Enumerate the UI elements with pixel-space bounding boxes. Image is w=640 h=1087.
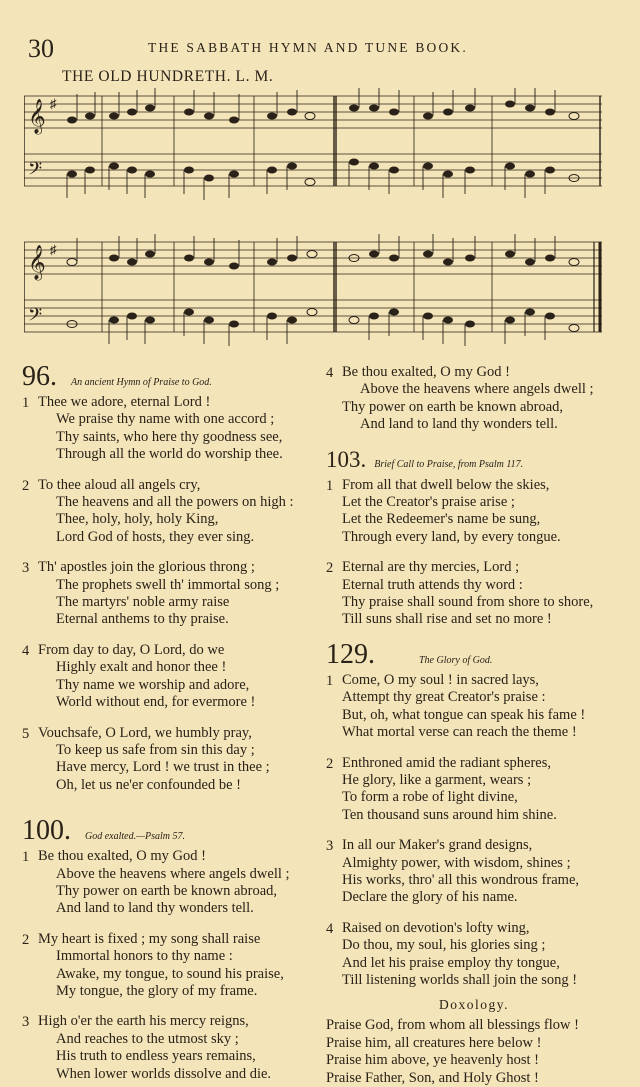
verse-line: Th' apostles join the glorious throng ; [38,559,255,576]
svg-text:𝄢: 𝄢 [28,305,43,330]
verse [326,837,622,907]
verse-line: Ten thousand suns around him shine. [342,806,557,823]
verse-line: The prophets swell th' immortal song ; [56,576,280,593]
verse-line: Thy saints, who here thy goodness see, [56,428,283,445]
right-column [326,362,622,1087]
verse-line: We praise thy name with one accord ; [56,411,275,428]
verse-line: Almighty power, with wisdom, shines ; [342,854,571,871]
verse-line: Be thou exalted, O my God ! [342,364,510,380]
doxology-line: Praise God, from whom all blessings flow ! [326,1017,579,1034]
verse-line: But, oh, what tongue can speak his fame ! [342,706,586,723]
verse-line: Till suns shall rise and set no more ! [342,611,552,628]
verse-line: And land to land thy wonders tell. [56,900,254,917]
verse-line: His truth to endless years remains, [56,1048,256,1065]
verse-line: The heavens and all the powers on high : [56,494,294,511]
verse-number: 2 [326,755,334,772]
verse-line: Let the Redeemer's name be sung, [342,511,541,528]
left-column [22,362,312,1083]
verse-line: To form a robe of light divine, [342,789,518,806]
verse-line: Thy praise shall sound from shore to shore, [342,594,594,611]
hymn-129 [326,640,622,990]
verse-line: Be thou exalted, O my God ! [38,848,206,865]
verse-line: And let his praise employ thy tongue, [342,954,560,971]
tune-title: THE OLD HUNDRETH. L. M. [62,68,274,85]
verse-number: 2 [326,560,334,577]
verse-line: What mortal verse can reach the theme ! [342,724,577,741]
verse [326,477,622,547]
verse-number: 3 [22,560,30,577]
verse-line: Eternal truth attends thy word : [342,576,523,593]
music-score [24,88,608,350]
page-number: 30 [28,34,54,63]
svg-text:♯: ♯ [50,96,57,111]
verse-line: Thee we adore, eternal Lord ! [38,394,211,410]
svg-text:𝄢: 𝄢 [28,159,43,184]
score-system-1 [24,88,602,200]
verse-line: Come, O my soul ! in sacred lays, [342,671,539,688]
verse [326,672,622,742]
verse-number: 3 [22,1014,30,1031]
verse-line: Lord God of hosts, they ever sing. [56,528,255,545]
verse [326,364,622,434]
verse [22,725,312,795]
hymn-title: The Glory of God. [419,654,493,666]
verse-line: Thy power on earth be known abroad, [56,882,278,899]
verse [326,559,622,629]
verse-number: 2 [22,477,30,494]
verse-line: Do thou, my soul, his glories sing ; [342,937,546,954]
verse-line: My heart is fixed ; my song shall raise [38,930,261,947]
hymn-103 [326,445,622,629]
doxology [326,997,622,1087]
hymn-number: 103. [326,446,367,472]
verse-line: When lower worlds dissolve and die. [56,1065,272,1082]
verse [326,755,622,825]
hymn-title: Brief Call to Praise, from Psalm 117. [374,458,524,470]
verse-line: And reaches to the utmost sky ; [56,1030,239,1047]
svg-text:♯: ♯ [50,242,57,257]
verse-line: Thy name we worship and adore, [56,676,250,693]
score-system-2 [24,234,602,346]
verse-number: 1 [326,672,334,689]
doxology-line: Praise Father, Son, and Holy Ghost ! [326,1069,539,1086]
verse-number: 3 [326,838,334,855]
verse-line: World without end, for evermore ! [56,694,256,711]
verse-line: Through all the world do worship thee. [56,446,283,463]
running-title: THE SABBATH HYMN AND TUNE BOOK. [148,40,468,55]
verse-line: Eternal anthems to thy praise. [56,611,229,628]
verse-line: Above the heavens where angels dwell ; [56,865,290,882]
verse [326,920,622,990]
verse-number: 2 [22,931,30,948]
verse-number: 4 [22,642,30,659]
verse-line: Eternal are thy mercies, Lord ; [342,559,520,576]
verse-number: 4 [326,365,334,381]
verse-line: To keep us safe from sin this day ; [56,741,255,758]
verse-line: Vouchsafe, O Lord, we humbly pray, [38,724,252,741]
verse-line: His works, thro' all this wondrous frame, [342,871,579,888]
hymn-96 [22,362,312,794]
verse [22,1013,312,1083]
doxology-heading: Doxology. [439,997,509,1013]
verse [22,848,312,918]
verse-number: 1 [326,477,334,494]
verse-number: 1 [22,849,30,866]
verse-line: Let the Creator's praise arise ; [342,494,515,511]
verse-line: Declare the glory of his name. [342,889,518,906]
svg-text:𝄞: 𝄞 [28,99,46,134]
verse-line: Till listening worlds shall join the song ! [342,971,578,988]
verse [22,559,312,629]
verse-line: In all our Maker's grand designs, [342,837,533,854]
hymn-100 [22,816,312,1083]
hymn-number: 96. [22,361,57,392]
verse-line: Oh, let us ne'er confounded be ! [56,776,242,793]
verse-line: Enthroned amid the radiant spheres, [342,754,551,771]
verse-line: Through every land, by every tongue. [342,528,561,545]
hymn-number: 100. [22,815,71,847]
verse-line: Awake, my tongue, to sound his praise, [56,965,284,982]
verse-line: My tongue, the glory of my frame. [56,982,258,999]
verse-line: Highly exalt and honor thee ! [56,659,227,676]
verse-line: The martyrs' noble army raise [56,594,230,611]
doxology-line: Praise him above, ye heavenly host ! [326,1052,540,1069]
verse-number: 1 [22,395,30,411]
verse-line: From day to day, O Lord, do we [38,641,225,658]
verse-line: Immortal honors to thy name : [56,948,233,965]
verse-number: 4 [326,920,334,937]
verse-line: Above the heavens where angels dwell ; [360,381,594,398]
verse-line: High o'er the earth his mercy reigns, [38,1013,249,1030]
verse-line: Raised on devotion's lofty wing, [342,919,530,936]
hymn-title: God exalted.—Psalm 57. [85,831,185,843]
verse-number: 5 [22,725,30,742]
verse [22,931,312,1001]
verse-line: He glory, like a garment, wears ; [342,771,532,788]
doxology-line: Praise him, all creatures here below ! [326,1034,542,1051]
verse-line: Thy power on earth be known abroad, [342,398,564,415]
svg-text:𝄞: 𝄞 [28,245,46,280]
verse-line: Attempt thy great Creator's praise : [342,689,546,706]
verse-line: To thee aloud all angels cry, [38,476,201,493]
verse [22,642,312,712]
verse-line: And land to land thy wonders tell. [360,416,558,433]
hymn-number: 129. [326,638,375,670]
verse-line: Have mercy, Lord ! we trust in thee ; [56,759,270,776]
verse [22,394,312,464]
verse [22,477,312,547]
hymn-title: An ancient Hymn of Praise to God. [71,377,212,388]
verse-line: From all that dwell below the skies, [342,476,550,493]
verse-line: Thee, holy, holy, holy King, [56,511,219,528]
